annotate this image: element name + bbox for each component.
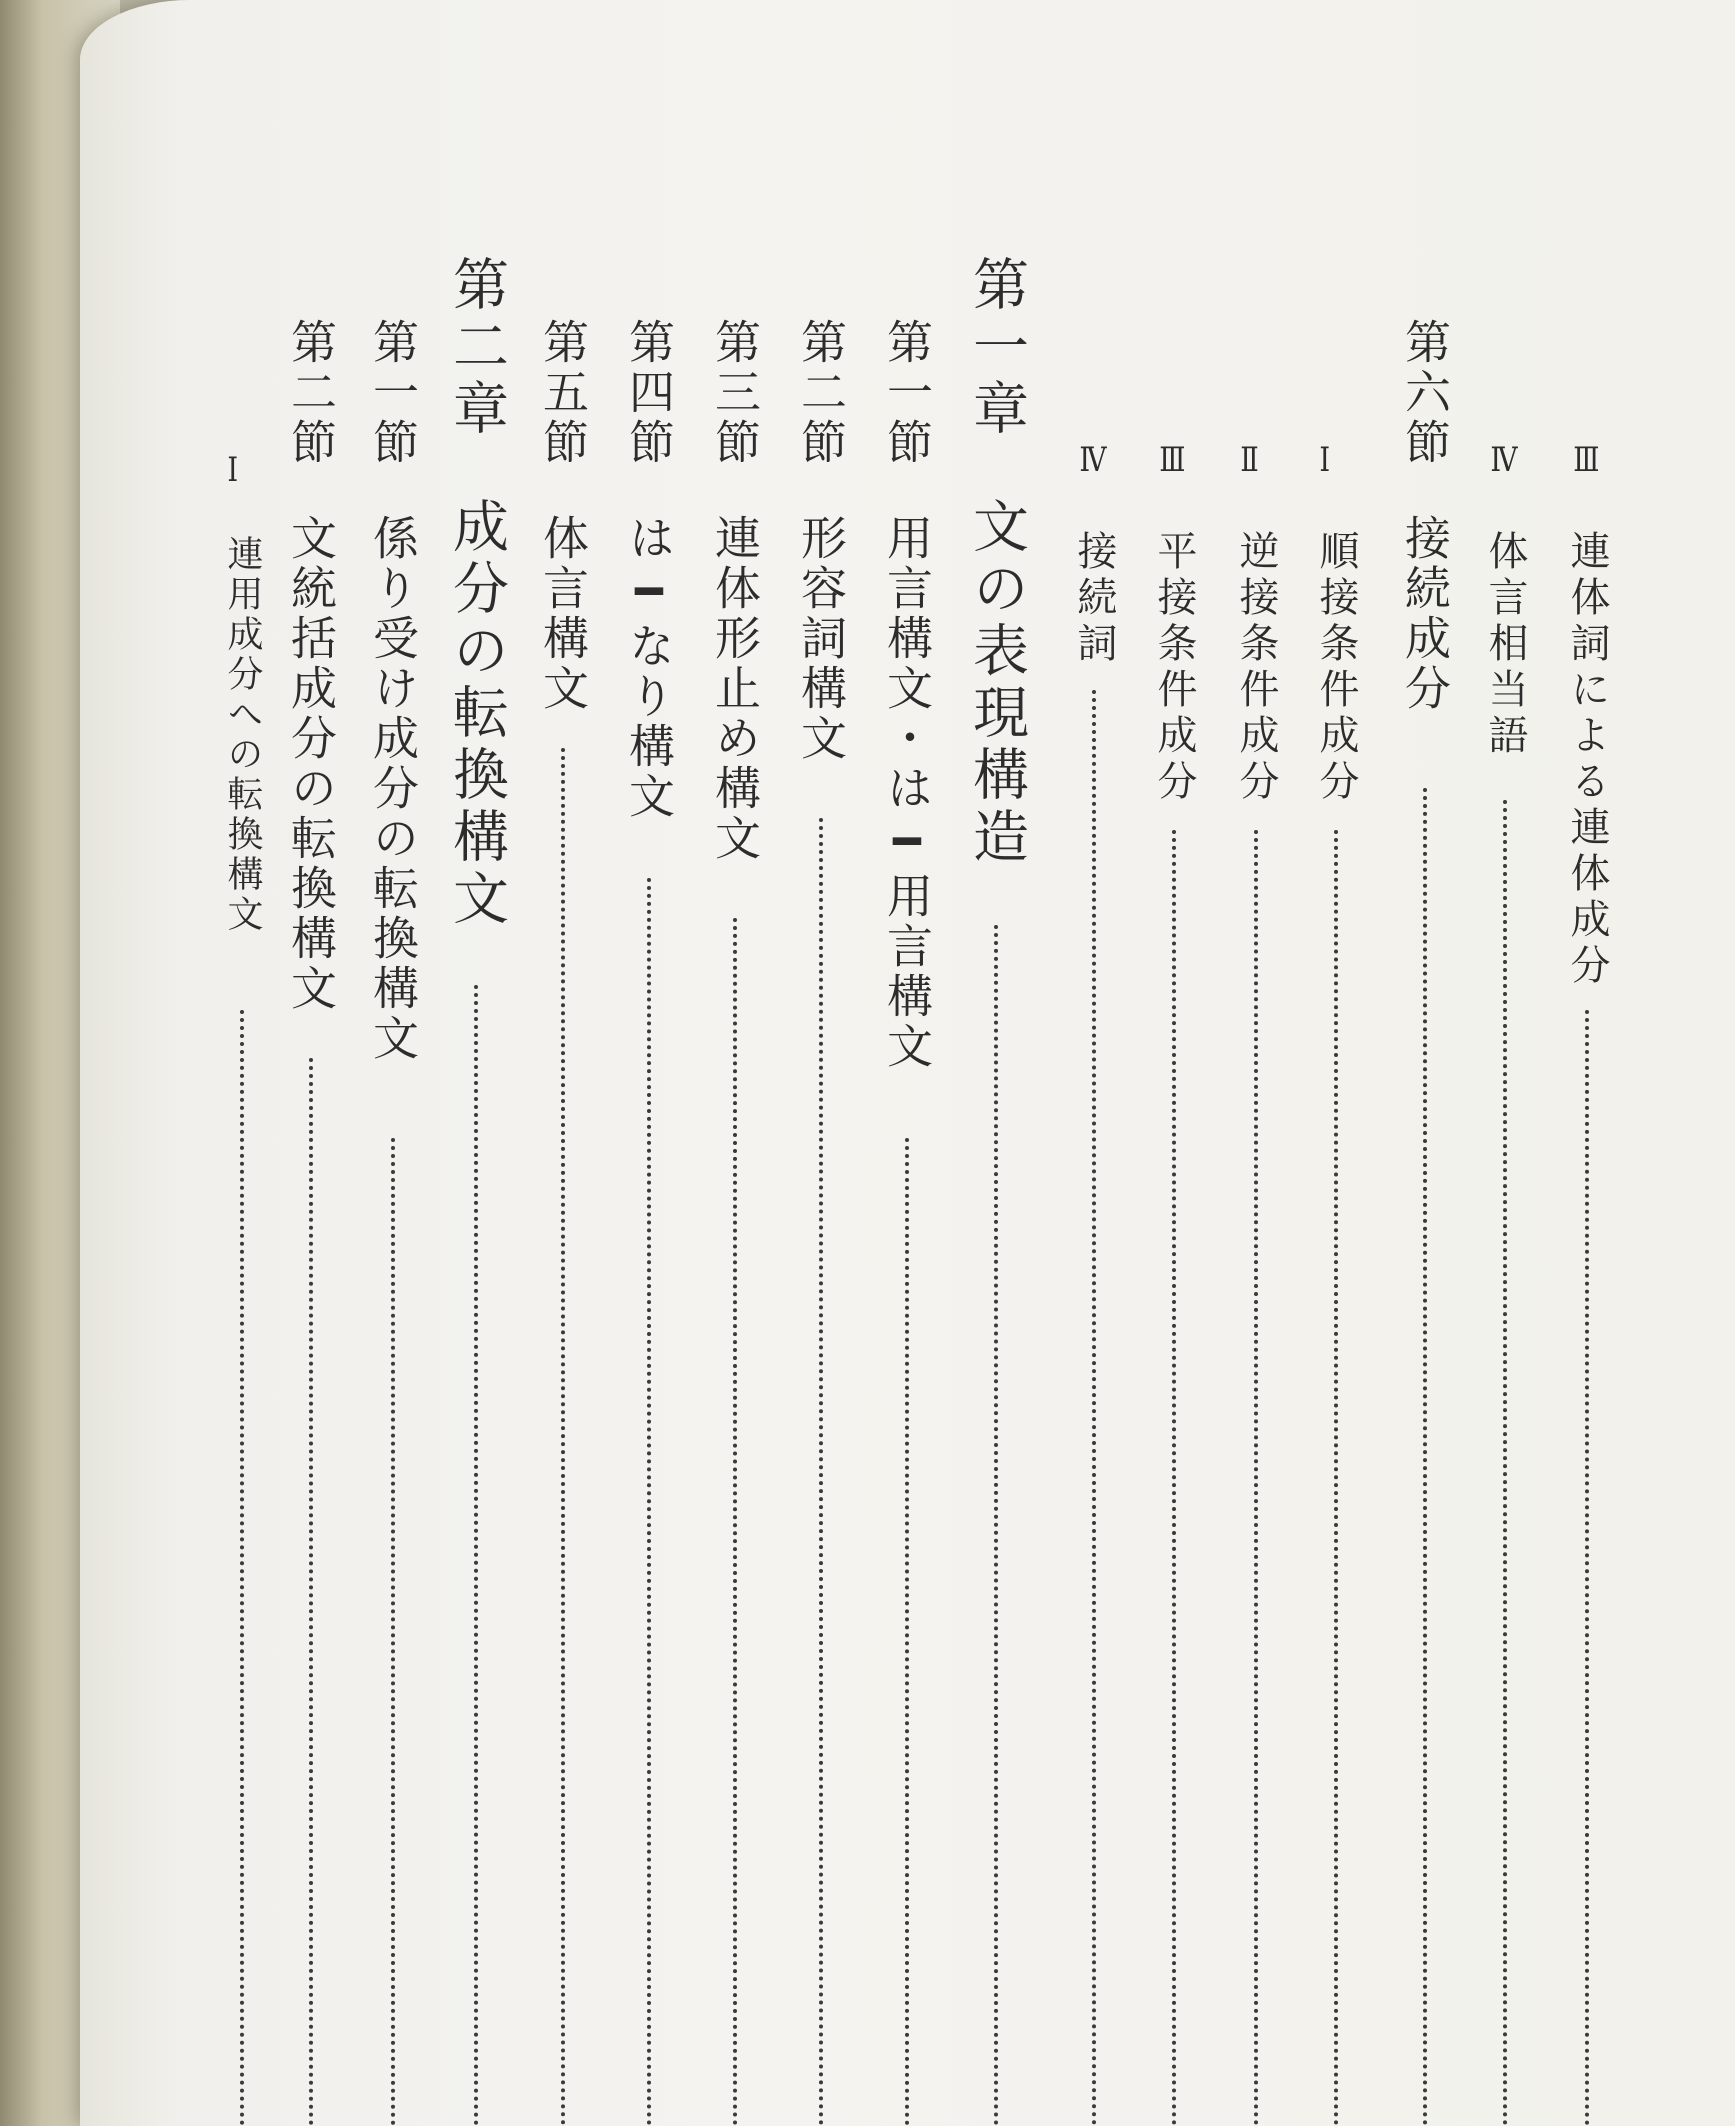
dot-leader [1334, 830, 1338, 2126]
section-title: は━なり構文 [622, 514, 676, 822]
roman-numeral-3: Ⅲ [1159, 440, 1186, 480]
dot-leader [1092, 690, 1096, 2126]
roman-numeral-1: Ⅰ [227, 450, 239, 490]
dot-leader [647, 878, 651, 2126]
section-number: 第六節 [1398, 318, 1452, 468]
toc-entry-title: 体言相当語 [1482, 530, 1528, 760]
dot-leader [1172, 830, 1176, 2126]
toc-entry-title: 連用成分への転換構文 [222, 535, 263, 935]
section-title: 係り受け成分の転換構文 [366, 514, 420, 1064]
dot-leader [561, 748, 565, 2126]
dot-leader [240, 1010, 244, 2126]
toc-entry [1151, 530, 1197, 2126]
roman-numeral-4: Ⅳ [1079, 440, 1107, 480]
dot-leader [309, 1058, 313, 2126]
toc-entry [1233, 530, 1279, 2126]
roman-numeral-2: Ⅱ [1240, 440, 1259, 480]
toc-entry-title: 逆接条件成分 [1233, 530, 1279, 806]
toc-section [880, 318, 934, 2126]
dot-leader [1423, 788, 1427, 2126]
section-title: 体言構文 [536, 514, 590, 714]
toc-section [708, 318, 762, 2126]
dot-leader [391, 1138, 395, 2126]
toc-entry-title: 接続詞 [1071, 530, 1117, 668]
toc-entry [222, 535, 262, 2126]
toc-entry [1564, 530, 1610, 2126]
section-number: 第二節 [794, 318, 848, 468]
section-number: 第一節 [880, 318, 934, 468]
roman-numeral-3: Ⅲ [1573, 440, 1600, 480]
roman-numeral-1: Ⅰ [1319, 440, 1331, 480]
toc-chapter [444, 255, 509, 2126]
toc-chapter [964, 255, 1029, 2126]
section-number: 第一節 [366, 318, 420, 468]
chapter-number: 第一章 [964, 255, 1029, 441]
dot-leader [905, 1138, 909, 2126]
dot-leader [1503, 800, 1507, 2126]
toc-entry-title: 平接条件成分 [1151, 530, 1197, 806]
section-number: 第三節 [708, 318, 762, 468]
toc-section [1398, 318, 1452, 2126]
toc-section [622, 318, 676, 2126]
chapter-title: 成分の転換構文 [444, 497, 509, 931]
roman-numeral-4: Ⅳ [1490, 440, 1518, 480]
toc-section [794, 318, 848, 2126]
dot-leader [474, 985, 478, 2126]
section-number: 第四節 [622, 318, 676, 468]
section-number: 第五節 [536, 318, 590, 468]
chapter-number: 第二章 [444, 255, 509, 441]
section-title: 文統括成分の転換構文 [284, 514, 338, 1014]
toc-entry [1071, 530, 1117, 2126]
dot-leader [819, 818, 823, 2126]
section-title: 用言構文・は━用言構文 [880, 514, 934, 1072]
dot-leader [1585, 1010, 1589, 2126]
dot-leader [733, 918, 737, 2126]
toc-entry [1482, 530, 1528, 2126]
table-of-contents-page [80, 0, 1735, 2126]
toc-entry [1313, 530, 1359, 2126]
toc-section [366, 318, 420, 2126]
toc-entry-title: 連体詞による連体成分 [1564, 530, 1610, 990]
toc-entry-title: 順接条件成分 [1313, 530, 1359, 806]
dot-leader [994, 925, 998, 2126]
section-title: 接続成分 [1398, 514, 1452, 714]
section-title: 連体形止め構文 [708, 514, 762, 864]
chapter-title: 文の表現構造 [964, 497, 1029, 869]
section-title: 形容詞構文 [794, 514, 848, 764]
dot-leader [1254, 830, 1258, 2126]
section-number: 第二節 [284, 318, 338, 468]
toc-section [284, 318, 338, 2126]
toc-section [536, 318, 590, 2126]
